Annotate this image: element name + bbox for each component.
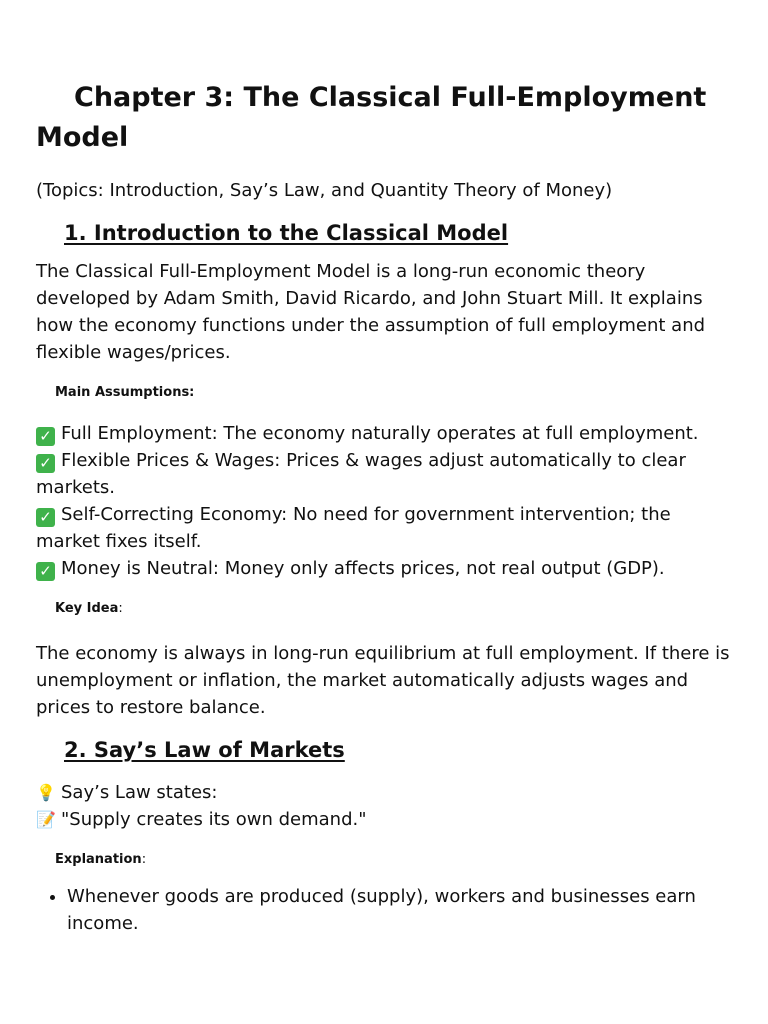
key-idea-label: Key Idea: [55,601,123,616]
list-item [36,555,736,582]
list-item [36,447,736,501]
says-law-quote-line: 📝 "Supply creates its own demand." [36,806,736,833]
list-item [36,420,736,447]
light-bulb-icon: 💡 [36,783,56,802]
document-page [36,78,736,937]
check-mark-icon: ✓ [36,508,55,527]
memo-icon: 📝 [36,810,56,829]
check-mark-icon: ✓ [36,454,55,473]
says-law-statement [36,779,736,833]
section-1-heading: 1. Introduction to the Classical Model [64,221,509,245]
list-item: • Whenever goods are produced (supply), workers and businesses earn income. [67,883,736,937]
assumption-text: Flexible Prices & Wages: Prices & wages adjust automatically to clear markets. [36,450,686,498]
assumptions-list [36,420,736,582]
check-mark-icon: ✓ [36,562,55,581]
check-mark-icon: ✓ [36,427,55,446]
chapter-title: Chapter 3: The Classical Full-Employment Model [36,82,707,153]
topics-line: (Topics: Introduction, Say’s Law, and Quantity Theory of Money) [36,180,613,201]
assumption-text: Money is Neutral: Money only affects prices, not real output (GDP). [61,558,665,579]
key-idea-paragraph: The economy is always in long-run equilibrium at full employment. If there is unemployment or inflation, the market automatically adjusts wages and prices to restore balance. [36,643,730,718]
says-law-states-line: 💡 Say’s Law states: [36,779,736,806]
explanation-label: Explanation: [55,852,147,867]
section-1-paragraph: The Classical Full-Employment Model is a long-run economic theory developed by Adam Smith, David Ricardo, and John Stuart Mill. It explains how the economy functions under the assumption of full employment and flexible wages/prices. [36,261,706,363]
section-2-heading: 2. Say’s Law of Markets [64,738,345,762]
assumption-text: Self-Correcting Economy: No need for government intervention; the market fixes itself. [36,504,671,552]
list-item [36,501,736,555]
main-assumptions-label: Main Assumptions: [55,385,195,400]
assumption-text: Full Employment: The economy naturally operates at full employment. [61,423,699,444]
explanation-list [36,883,736,937]
